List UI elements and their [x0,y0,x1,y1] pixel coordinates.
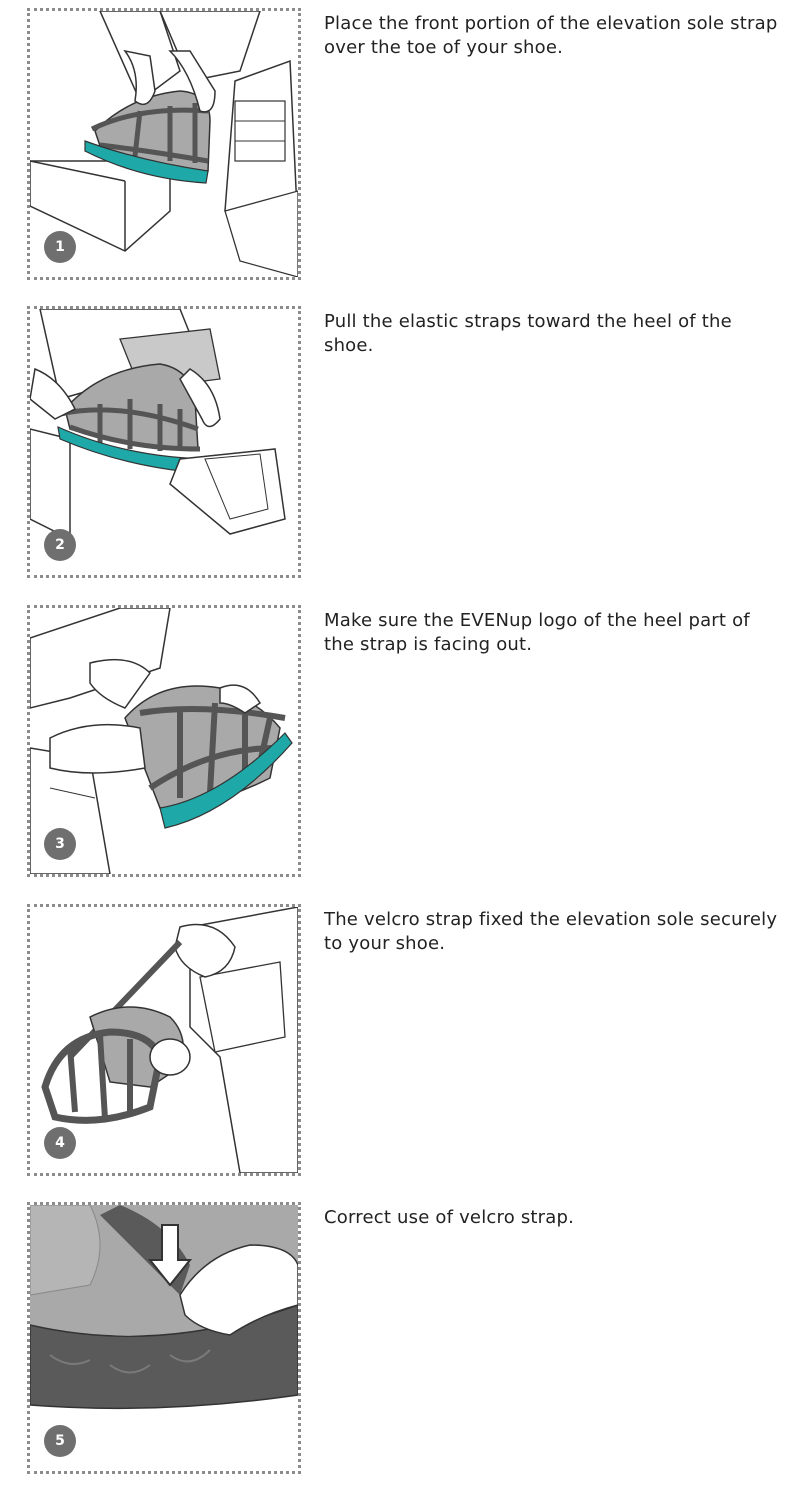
step-2-illustration [27,306,301,578]
step-1-illustration [27,8,301,280]
step-3-caption: Make sure the EVENup logo of the heel part of the strap is facing out. [324,610,750,655]
step-5-illustration [27,1202,301,1474]
step-number-badge: 2 [44,529,76,561]
step-number-badge: 1 [44,231,76,263]
step-number-badge: 4 [44,1127,76,1159]
step-5 [0,1202,796,1478]
step-2-caption: Pull the elastic straps toward the heel of the shoe. [324,311,732,356]
step-number-badge: 3 [44,828,76,860]
step-1 [0,8,796,284]
step-1-caption: Place the front portion of the elevation sole strap over the toe of your shoe. [324,13,778,58]
step-2 [0,306,796,582]
step-4 [0,904,796,1180]
step-4-illustration [27,904,301,1176]
step-3 [0,605,796,881]
step-4-caption: The velcro strap fixed the elevation sole securely to your shoe. [324,909,778,954]
step-3-illustration [27,605,301,877]
step-5-caption: Correct use of velcro strap. [324,1207,575,1228]
step-number-badge: 5 [44,1425,76,1457]
